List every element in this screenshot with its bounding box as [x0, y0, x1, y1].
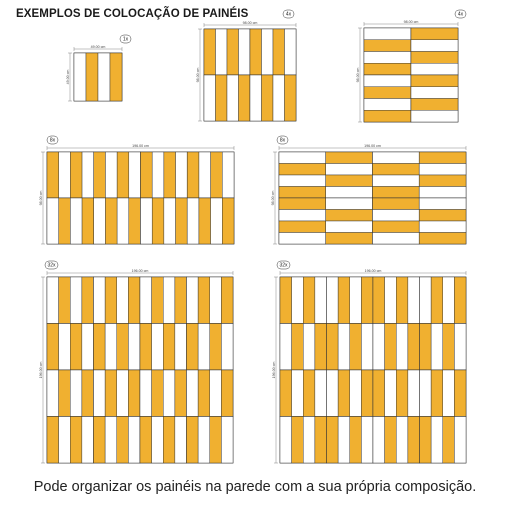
strip — [47, 370, 59, 417]
accent-strip — [408, 417, 420, 464]
strip — [443, 370, 455, 417]
strip — [411, 87, 458, 99]
width-label: 98.00 cm — [403, 19, 419, 24]
count-badge-label: 32x — [47, 262, 56, 269]
accent-strip — [211, 152, 223, 198]
count-badge-label: 32x — [279, 262, 288, 269]
strip — [250, 75, 262, 121]
accent-strip — [129, 198, 141, 244]
strip — [373, 175, 420, 187]
accent-strip — [82, 370, 94, 417]
accent-strip — [152, 370, 164, 417]
strip — [105, 324, 117, 371]
accent-strip — [327, 417, 339, 464]
caption: Pode organizar os painéis na parede com a sua própria composição. — [33, 479, 477, 495]
strip — [408, 370, 420, 417]
strip — [419, 164, 466, 176]
accent-strip — [250, 29, 262, 75]
strip — [262, 29, 274, 75]
accent-strip — [128, 277, 140, 324]
strip — [280, 417, 292, 464]
accent-strip — [221, 370, 233, 417]
height-label: 98.00 cm — [270, 190, 275, 206]
accent-strip — [163, 324, 175, 371]
strip — [364, 52, 411, 64]
strip — [222, 152, 234, 198]
strip — [326, 221, 373, 233]
strip — [221, 324, 233, 371]
strip — [204, 75, 216, 121]
accent-strip — [364, 87, 411, 99]
accent-strip — [117, 324, 129, 371]
accent-strip — [187, 417, 199, 464]
accent-strip — [94, 324, 106, 371]
accent-strip — [373, 221, 420, 233]
count-badge-label: 1x — [122, 36, 129, 43]
accent-strip — [285, 75, 297, 121]
strip — [105, 417, 117, 464]
strip — [163, 370, 175, 417]
accent-strip — [227, 29, 239, 75]
accent-strip — [117, 417, 129, 464]
accent-strip — [216, 75, 228, 121]
accent-strip — [292, 324, 304, 371]
strip — [140, 370, 152, 417]
strip — [152, 324, 164, 371]
accent-strip — [419, 152, 466, 164]
strip — [152, 152, 164, 198]
accent-strip — [396, 370, 408, 417]
strip — [210, 370, 222, 417]
strip — [187, 277, 199, 324]
accent-strip — [385, 417, 397, 464]
accent-strip — [327, 324, 339, 371]
strip — [326, 187, 373, 199]
strip — [216, 29, 228, 75]
strip — [187, 370, 199, 417]
strip — [364, 75, 411, 87]
strip — [373, 210, 420, 222]
height-label: 98.00 cm — [195, 67, 200, 83]
height-label: 196.00 cm — [38, 361, 43, 379]
strip — [70, 370, 82, 417]
strip — [105, 152, 117, 198]
width-label: 196.00 cm — [364, 143, 381, 148]
accent-strip — [338, 370, 350, 417]
strip — [59, 417, 71, 464]
strip — [326, 164, 373, 176]
accent-strip — [262, 75, 274, 121]
accent-strip — [326, 175, 373, 187]
strip — [338, 417, 350, 464]
accent-strip — [361, 370, 373, 417]
accent-strip — [364, 63, 411, 75]
count-badge-label: 4x — [457, 11, 464, 18]
strip — [373, 233, 420, 245]
strip — [385, 370, 397, 417]
strip — [373, 152, 420, 164]
accent-strip — [198, 277, 210, 324]
strip — [74, 53, 86, 101]
accent-strip — [70, 324, 82, 371]
strip — [198, 417, 210, 464]
strip — [338, 324, 350, 371]
strip — [47, 277, 59, 324]
accent-strip — [152, 198, 164, 244]
strip — [350, 370, 362, 417]
accent-strip — [141, 152, 153, 198]
strip — [431, 417, 443, 464]
accent-strip — [199, 198, 211, 244]
strip — [152, 417, 164, 464]
page-title: EXEMPLOS DE COLOCAÇÃO DE PAINÉIS — [16, 8, 249, 20]
accent-strip — [187, 324, 199, 371]
strip — [408, 277, 420, 324]
strip — [279, 175, 326, 187]
strip — [385, 277, 397, 324]
strip — [419, 187, 466, 199]
accent-strip — [59, 198, 71, 244]
accent-strip — [373, 277, 385, 324]
accent-strip — [164, 152, 176, 198]
strip — [211, 198, 223, 244]
strip — [98, 53, 110, 101]
accent-strip — [454, 370, 466, 417]
strip — [221, 417, 233, 464]
accent-strip — [280, 277, 292, 324]
strip — [350, 277, 362, 324]
count-badge-label: 8x — [49, 137, 56, 144]
accent-strip — [94, 152, 106, 198]
strip — [210, 277, 222, 324]
accent-strip — [110, 53, 122, 101]
accent-strip — [128, 370, 140, 417]
strip — [227, 75, 239, 121]
width-label: 196.00 cm — [132, 143, 149, 148]
strip — [364, 28, 411, 40]
strip — [175, 324, 187, 371]
strip — [454, 324, 466, 371]
accent-strip — [419, 210, 466, 222]
accent-strip — [396, 277, 408, 324]
accent-strip — [361, 277, 373, 324]
accent-strip — [47, 152, 59, 198]
strip — [420, 370, 432, 417]
accent-strip — [105, 277, 117, 324]
accent-strip — [373, 198, 420, 210]
strip — [285, 29, 297, 75]
strip — [140, 277, 152, 324]
strip — [443, 277, 455, 324]
accent-strip — [411, 52, 458, 64]
strip — [59, 152, 71, 198]
strip — [303, 324, 315, 371]
strip — [128, 324, 140, 371]
accent-strip — [350, 417, 362, 464]
accent-strip — [303, 370, 315, 417]
accent-strip — [373, 164, 420, 176]
width-label: 49.00 cm — [90, 44, 106, 49]
accent-strip — [364, 110, 411, 122]
strip — [396, 324, 408, 371]
strip — [315, 277, 327, 324]
strip — [419, 221, 466, 233]
strip — [141, 198, 153, 244]
strip — [163, 277, 175, 324]
width-label: 98.00 cm — [242, 20, 258, 25]
strip — [454, 417, 466, 464]
accent-strip — [315, 417, 327, 464]
accent-strip — [47, 324, 59, 371]
accent-strip — [86, 53, 98, 101]
accent-strip — [140, 324, 152, 371]
strip — [327, 277, 339, 324]
accent-strip — [443, 417, 455, 464]
strip — [396, 417, 408, 464]
strip — [117, 277, 129, 324]
accent-strip — [431, 277, 443, 324]
accent-strip — [163, 417, 175, 464]
strip — [420, 277, 432, 324]
strip — [411, 40, 458, 52]
width-label: 196.00 cm — [131, 268, 149, 273]
strip — [326, 198, 373, 210]
accent-strip — [59, 370, 71, 417]
accent-strip — [326, 152, 373, 164]
accent-strip — [279, 221, 326, 233]
strip — [59, 324, 71, 371]
strip — [164, 198, 176, 244]
accent-strip — [82, 198, 94, 244]
height-label: 49.00 cm — [65, 69, 70, 85]
accent-strip — [175, 277, 187, 324]
accent-strip — [338, 277, 350, 324]
strip — [176, 152, 188, 198]
strip — [361, 417, 373, 464]
accent-strip — [350, 324, 362, 371]
accent-strip — [279, 164, 326, 176]
accent-strip — [326, 233, 373, 245]
accent-strip — [94, 417, 106, 464]
strip — [82, 417, 94, 464]
strip — [117, 198, 129, 244]
accent-strip — [364, 40, 411, 52]
accent-strip — [117, 152, 129, 198]
accent-strip — [280, 370, 292, 417]
strip — [82, 152, 94, 198]
strip — [364, 99, 411, 111]
accent-strip — [175, 370, 187, 417]
strip — [373, 324, 385, 371]
height-label: 98.00 cm — [355, 67, 360, 83]
strip — [279, 210, 326, 222]
accent-strip — [303, 277, 315, 324]
count-badge-label: 8x — [279, 137, 286, 144]
accent-strip — [198, 370, 210, 417]
strip — [82, 324, 94, 371]
strip — [117, 370, 129, 417]
accent-strip — [385, 324, 397, 371]
strip — [175, 417, 187, 464]
accent-strip — [443, 324, 455, 371]
strip — [292, 370, 304, 417]
strip — [273, 75, 285, 121]
accent-strip — [59, 277, 71, 324]
accent-strip — [176, 198, 188, 244]
accent-strip — [140, 417, 152, 464]
accent-strip — [326, 210, 373, 222]
strip — [94, 370, 106, 417]
accent-strip — [419, 233, 466, 245]
strip — [129, 152, 141, 198]
strip — [70, 198, 82, 244]
accent-strip — [411, 99, 458, 111]
strip — [70, 277, 82, 324]
strip — [303, 417, 315, 464]
strip — [187, 198, 199, 244]
accent-strip — [221, 277, 233, 324]
accent-strip — [373, 370, 385, 417]
accent-strip — [315, 324, 327, 371]
accent-strip — [239, 75, 251, 121]
count-badge-label: 4x — [285, 11, 292, 18]
strip — [94, 198, 106, 244]
strip — [198, 324, 210, 371]
accent-strip — [210, 417, 222, 464]
accent-strip — [152, 277, 164, 324]
accent-strip — [292, 417, 304, 464]
height-label: 98.00 cm — [38, 190, 43, 206]
accent-strip — [210, 324, 222, 371]
strip — [94, 277, 106, 324]
width-label: 196.00 cm — [364, 268, 382, 273]
accent-strip — [419, 175, 466, 187]
accent-strip — [105, 370, 117, 417]
strip — [128, 417, 140, 464]
strip — [419, 198, 466, 210]
accent-strip — [279, 187, 326, 199]
strip — [280, 324, 292, 371]
accent-strip — [273, 29, 285, 75]
strip — [279, 233, 326, 245]
strip — [327, 370, 339, 417]
accent-strip — [82, 277, 94, 324]
strip — [411, 110, 458, 122]
accent-strip — [420, 417, 432, 464]
accent-strip — [454, 277, 466, 324]
strip — [239, 29, 251, 75]
strip — [361, 324, 373, 371]
accent-strip — [204, 29, 216, 75]
strip — [199, 152, 211, 198]
accent-strip — [105, 198, 117, 244]
strip — [315, 370, 327, 417]
accent-strip — [70, 417, 82, 464]
accent-strip — [70, 152, 82, 198]
accent-strip — [420, 324, 432, 371]
accent-strip — [279, 198, 326, 210]
strip — [431, 324, 443, 371]
accent-strip — [187, 152, 199, 198]
strip — [292, 277, 304, 324]
accent-strip — [222, 198, 234, 244]
height-label: 196.00 cm — [271, 361, 276, 379]
accent-strip — [373, 187, 420, 199]
accent-strip — [431, 370, 443, 417]
strip — [279, 152, 326, 164]
accent-strip — [411, 75, 458, 87]
accent-strip — [411, 28, 458, 40]
accent-strip — [408, 324, 420, 371]
strip — [411, 63, 458, 75]
strip — [373, 417, 385, 464]
accent-strip — [47, 417, 59, 464]
strip — [47, 198, 59, 244]
